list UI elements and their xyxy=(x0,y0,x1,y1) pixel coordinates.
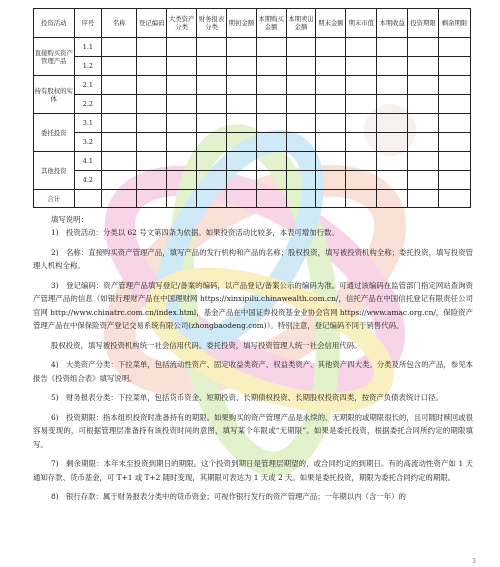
column-header: 登记编码 xyxy=(137,9,167,38)
row-number: 4.1 xyxy=(74,152,102,171)
instruction-paragraph: 3) 登记编码：资产管理产品填写登记/备案的编码，以产品登记/备案公示的编码为准。可通过该编码在监管部门指定网站查询资产管理产品的信息（如银行理财产品在中国理财网 https://xinxipilu.chinawealth.com.cn/，信托产品在中国信托登记有限责任公司官网 http://www.chinatrc.com.cn/index.html，基金产品在中国证券投资基金业协会官网 https://www.amac.org.cn/，保险资产管理产品在中保保险资产登记交易系统有限公司(zhongbaodeng.com)）。特别注意，登记编码不同于销售代码。 xyxy=(33,280,473,330)
column-header: 投资活动 xyxy=(34,9,75,38)
table-row xyxy=(34,57,471,76)
column-header: 期初金额 xyxy=(226,9,256,38)
column-header: 本期卖出金额 xyxy=(286,9,316,38)
page-corner-mark: 3 xyxy=(472,558,476,565)
instruction-paragraph: 1) 投资活动：分类以 62 号文第四条为依据。如果投资活动比较多，本表可增加行数。 xyxy=(51,228,339,237)
table-row xyxy=(34,38,471,57)
row-number: 2.2 xyxy=(74,95,102,114)
instruction-paragraph: 4) 大类资产分类：下拉菜单，包括流动性资产、固定收益类资产、权益类资产、其他资产四大类。分类及所包含的产品，参见本报告《投资组合表》填写说明。 xyxy=(33,360,473,383)
column-header: 财务报表分类 xyxy=(197,9,227,38)
total-row xyxy=(34,190,471,208)
column-header: 投资期限 xyxy=(408,9,439,38)
column-header: 本期购买金额 xyxy=(256,9,286,38)
table-row xyxy=(34,133,471,152)
column-header: 大类资产分类 xyxy=(167,9,197,38)
row-number: 3.1 xyxy=(74,114,102,133)
table-row xyxy=(34,171,471,190)
investment-table xyxy=(33,8,471,208)
group-label: 委托投资 xyxy=(34,114,75,152)
group-label: 直接购买资产管理产品 xyxy=(34,38,75,76)
column-header: 名称 xyxy=(102,9,137,38)
instruction-paragraph: 2) 名称：直接购买资产管理产品，填写产品的发行机构和产品的名称；股权投资，填写被投资机构全称；委托投资，填写投资管理人机构全称。 xyxy=(33,247,473,270)
instructions-title: 填写说明： xyxy=(51,215,88,224)
table-row xyxy=(34,114,471,133)
group-label: 持有股权的实体 xyxy=(34,76,75,114)
group-label: 其他投资 xyxy=(34,152,75,190)
row-number: 1.2 xyxy=(74,57,102,76)
table-header-row xyxy=(34,9,471,38)
row-number: 2.1 xyxy=(74,76,102,95)
row-number: 4.2 xyxy=(74,171,102,190)
row-number: 1.1 xyxy=(74,38,102,57)
column-header: 本期收益 xyxy=(377,9,408,38)
total-label: 合计 xyxy=(34,190,75,208)
table-row xyxy=(34,76,471,95)
column-header: 剩余期限 xyxy=(439,9,471,38)
table-row xyxy=(34,152,471,171)
column-header: 期末金额 xyxy=(316,9,346,38)
instruction-paragraph: 8) 银行存款：属于财务报表分类中的货币资金；可视作银行发行的资产管理产品；一年期以内（含一年）的 xyxy=(51,492,406,501)
instruction-paragraph: 股权投资，填写被投资机构统一社会信用代码。委托投资，填写投资管理人统一社会信用代码。 xyxy=(51,340,362,350)
instruction-paragraph: 7) 剩余期限：本年末至投资到期日的期限。这个投资到期日是管理层期望的，或合同约定的到期日。有的高流动性资产如 1 天通知存款、货币基金，可 T+1 或 T+2 随时变现，其期限可表达为 1 天或 2 天。如果是委托投资，期限为委托合同约定的期限。 xyxy=(33,459,473,482)
instructions-section xyxy=(33,214,473,504)
instruction-paragraph: 5) 财务报表分类：下拉菜单，包括货币资金、短期投资、长期债权投资、长期股权投资四类，按资产负债表统计口径。 xyxy=(51,393,443,402)
column-header: 序号 xyxy=(74,9,102,38)
row-number: 3.2 xyxy=(74,133,102,152)
column-header: 期末市值 xyxy=(346,9,377,38)
table-row xyxy=(34,95,471,114)
instruction-paragraph: 6) 投资期限：指本组织投资时准备持有的期限。如果购买的资产管理产品是永续的、无期限的或期限很长的，且可随时赎回或很容易变现的，可根据管理层准备持有该投资时间的意图，填写某个年限或“无期限”。如果是委托投资，根据委托合同所约定的期限填写。 xyxy=(33,412,473,449)
